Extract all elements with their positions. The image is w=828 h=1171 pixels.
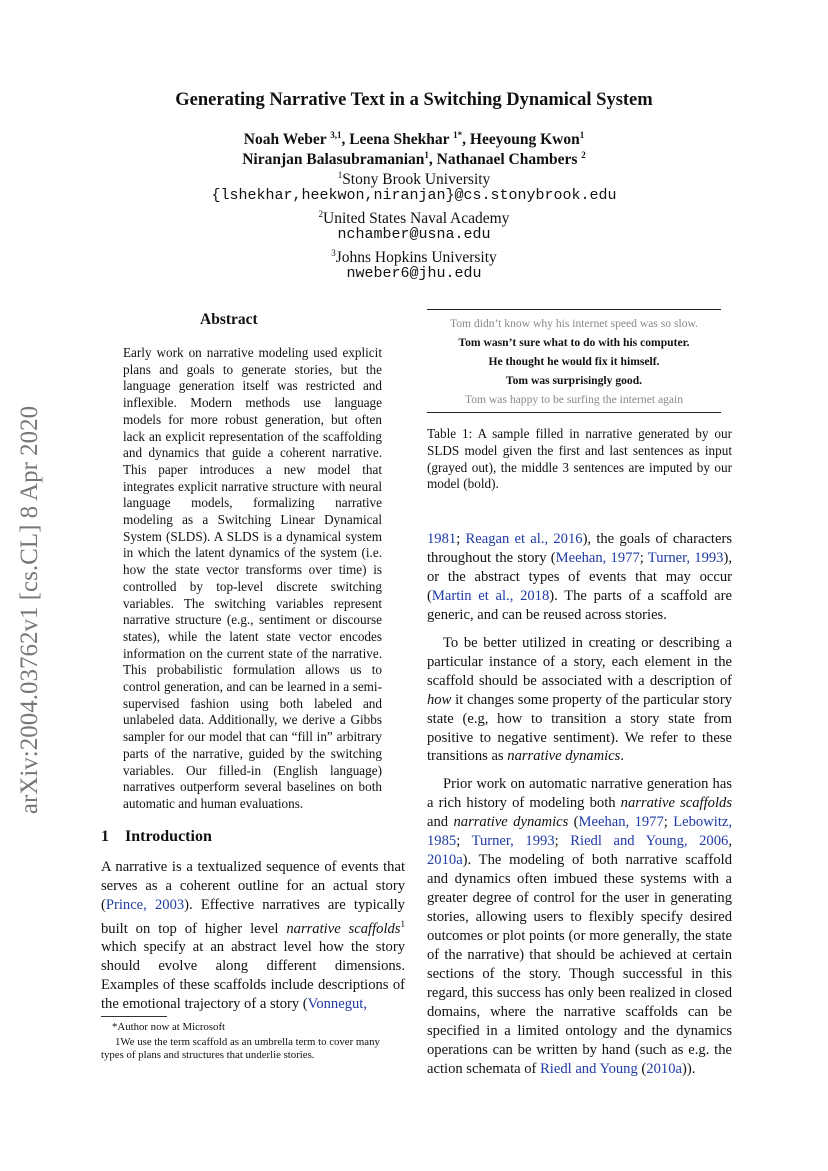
table-1-caption: Table 1: A sample filled in narrative generated by our SLDS model given the first and last sentences as input (grayed out), the middle 3 sentences are imputed by our model (bold).: [427, 426, 732, 492]
citation-link[interactable]: Turner, 1993: [471, 833, 555, 850]
email-1: {lshekhar,heekwon,niranjan}@cs.stonybrook.edu: [211, 187, 617, 204]
footnote-ref[interactable]: 1: [400, 918, 405, 929]
paragraph: 1981; Reagan et al., 2016), the goals of characters throughout the story (Meehan, 1977; Turner, 1993), or the abstract types of events that may occur (Martin et al., 2018). The parts of a scaffold are generic, and can be reused across stories.: [427, 531, 732, 623]
footnote-1: 1We use the term scaffold as an umbrella term to cover many types of plans and structures that underlie stories.: [101, 1036, 380, 1062]
table-bottom-rule: [427, 412, 721, 413]
citation-link[interactable]: Meehan, 1977: [555, 549, 640, 566]
citation-link[interactable]: Vonnegut,: [307, 996, 367, 1013]
abstract-heading: Abstract: [200, 311, 258, 328]
citation-link[interactable]: 2010a: [646, 1060, 682, 1077]
citation-link[interactable]: Martin et al., 2018: [431, 587, 550, 604]
table-1: [427, 309, 721, 413]
table-row: Tom was happy to be surfing the internet again: [464, 393, 684, 406]
email-3: nweber6@jhu.edu: [346, 265, 482, 282]
footnote-author: *Author now at Microsoft: [112, 1021, 226, 1033]
section-heading-introduction: [101, 828, 212, 846]
affiliation-1: $^1$Stony Brook University: [337, 170, 491, 189]
affiliation-2: $^2$United States Naval Academy: [318, 209, 510, 228]
email-2: nchamber@usna.edu: [337, 226, 491, 243]
citation-link[interactable]: Turner, 1993: [647, 549, 724, 566]
intro-paragraph: A narrative is a textualized sequence of events that serves as a coherent outline for an actual story (Prince, 2003). Effective narratives are typically built on top of higher level narrative scaffolds$^1$ which specify at an abstract level how the story should evolve along different dimensions. Examples of these scaffolds include descriptions of the emotional trajectory of a story (Vonnegut,: [101, 859, 405, 1013]
authors-line-1: Noah Weber $^{3,1}$, Leena Shekhar $^{1*}$, Heeyoung Kwon$^1$: [243, 130, 585, 149]
affiliation-3: $^3$Johns Hopkins University: [331, 248, 497, 267]
citation-link[interactable]: 1981: [427, 531, 457, 547]
authors-line-2: Niranjan Balasubramanian$^1$, Nathanael Chambers $^2$: [242, 150, 586, 169]
citation-link[interactable]: Riedl and Young: [540, 1060, 638, 1077]
arxiv-watermark: [10, 370, 50, 850]
table-row: He thought he would fix it himself.: [488, 355, 660, 368]
table-row: Tom was surprisingly good.: [505, 374, 643, 387]
paragraph: To be better utilized in creating or describing a particular instance of a story, each element in the scaffold should be associated with a description of how it changes some property of the particular story state (e.g, how to transition a story state from positive to negative sentiment). We refer to these transitions as narrative dynamics.: [427, 634, 732, 765]
citation-link[interactable]: 2010a: [427, 852, 463, 869]
citation-link[interactable]: Meehan, 1977: [578, 814, 664, 831]
citation-link[interactable]: Lebowitz, 1985: [427, 814, 732, 850]
table-row: Tom wasn’t sure what to do with his computer.: [458, 336, 690, 349]
right-column-text: [427, 530, 732, 1079]
section-number: 1: [101, 828, 109, 845]
abstract-text: Early work on narrative modeling used explicit plans and goals to generate stories, but the language generation itself was restricted and inflexible. Modern methods use language models for more robust generation, but often lack an explicit representation of the scaffolding and dynamics that guide a coherent narrative. This paper introduces a new model that integrates explicit narrative structure with neural language models, formalizing narrative modeling as a Switching Linear Dynamical System (SLDS). A SLDS is a dynamical system in which the latent dynamics of the system (i.e. how the state vector transforms over time) is controlled by top-level discrete switching variables. The switching variables represent narrative structure (e.g., sentiment or discourse states), while the latent state vector encodes information on the current state of the narrative. This probabilistic formulation allows us to control generation, and can be learned in a semi-supervised fashion using both labeled and unlabeled data. Additionally, we derive a Gibbs sampler for our model that can “fill in” arbitrary parts of the narrative, guided by the switching variables. Our filled-in (English language) narratives outperform several baselines on both automatic and human evaluations.: [123, 345, 382, 811]
paragraph: Prior work on automatic narrative generation has a rich history of modeling both narrative scaffolds and narrative dynamics (Meehan, 1977; Lebowitz, 1985; Turner, 1993; Riedl and Young, 2006, 2010a). The modeling of both narrative scaffold and dynamics often imbued these systems with a greater degree of control for the user in generating stories, allowing users to flexibly specify desired outcomes or plot points (or more generally, the state of the narrative) that should be achieved at certain sections of the story. Though successful in this regard, this success has only been realized in closed domains, where the narrative scaffolds can be specified in a limited ontology and the dynamics operations can be written by hand (such as e.g. the action schemata of Riedl and Young (2010a)).: [427, 776, 732, 1077]
arxiv-id: arXiv:2004.03762v1 [cs.CL] 8 Apr 2020: [16, 405, 43, 815]
citation-link[interactable]: Prince, 2003: [105, 896, 185, 913]
citation-link[interactable]: Reagan et al., 2016: [465, 531, 583, 547]
citation-link[interactable]: Riedl and Young, 2006: [570, 833, 729, 850]
table-row: Tom didn’t know why his internet speed was so slow.: [449, 317, 699, 330]
paper-title: Generating Narrative Text in a Switching Dynamical System: [175, 90, 653, 110]
footnote-rule: [101, 1016, 167, 1017]
section-title: Introduction: [125, 828, 212, 845]
